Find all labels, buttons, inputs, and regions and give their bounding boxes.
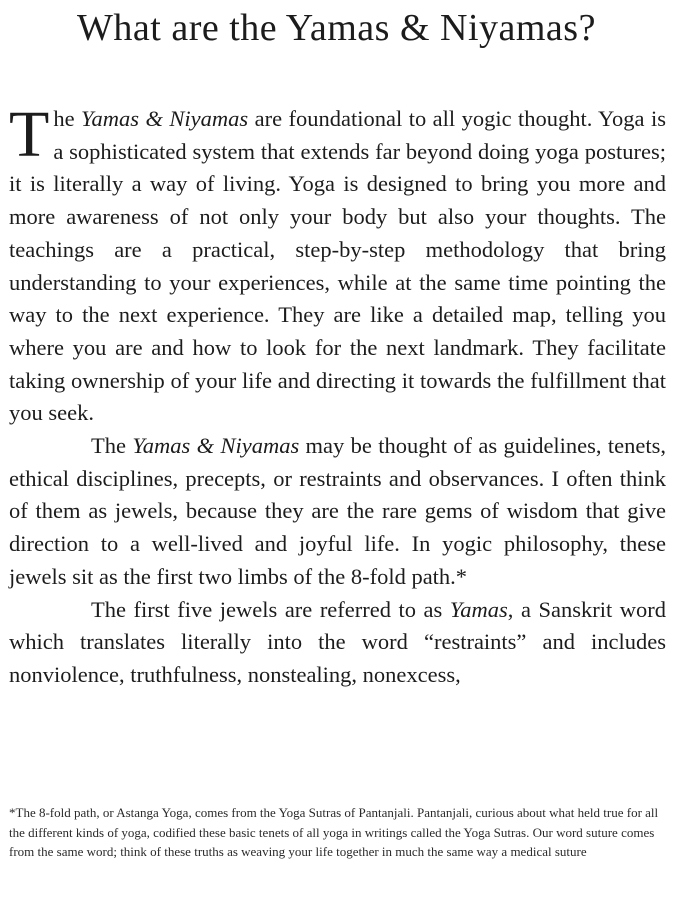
paragraph-1	[9, 98, 666, 430]
paragraph-2-text: may be thought of as guidelines, tenets, ethical disciplines, precepts, or restraints and observances. I often think of them as jewels, because they are the rare gems of wisdom that give direction to a well-lived and joyful life. In yogic philosophy, these jewels sit as the first two limbs of the 8-fold path.*	[9, 433, 666, 589]
paragraph-1-term: Yamas & Niyamas	[81, 106, 249, 131]
paragraph-1-start: he	[53, 106, 82, 131]
paragraph-2	[9, 430, 666, 594]
page-title: What are the Yamas & Niyamas?	[77, 7, 596, 49]
paragraph-2-lead: The	[91, 433, 133, 459]
drop-cap: T	[9, 98, 50, 171]
footnote	[9, 803, 664, 862]
footnote-text: *The 8-fold path, or Astanga Yoga, comes from the Yoga Sutras of Pantanjali. Pantanjali, curious about what held true for all the different kinds of yoga, codified these basic tenets of all yoga in writings called the Yoga Sutras. Our word suture comes from the same word; think of these truths as weaving your life together in much the same way a medical suture	[9, 805, 659, 859]
paragraph-3-lead: The first five jewels are referred to as	[91, 596, 450, 622]
paragraph-2-term: Yamas & Niyamas	[132, 433, 300, 459]
paragraph-1-text: are foundational to all yogic thought. Yoga is a sophisticated system that extends far beyond doing yoga postures; it is literally a way of living. Yoga is designed to bring you more and more awareness of not only your body but also your thoughts. The teachings are a practical, step-by-step methodology that bring understanding to your experiences, while at the same time pointing the way to the next experience. They are like a detailed map, telling you where you are and how to look for the next landmark. They facilitate taking ownership of your life and directing it towards the fulfillment that you seek.	[9, 106, 666, 426]
paragraph-3-term: Yamas	[449, 596, 508, 622]
paragraph-3-text: , a Sanskrit word which translates literally into the word “restraints” and includes nonviolence, truthfulness, nonstealing, nonexcess,	[9, 596, 666, 687]
paragraph-3	[9, 594, 666, 692]
body-text	[9, 98, 666, 692]
